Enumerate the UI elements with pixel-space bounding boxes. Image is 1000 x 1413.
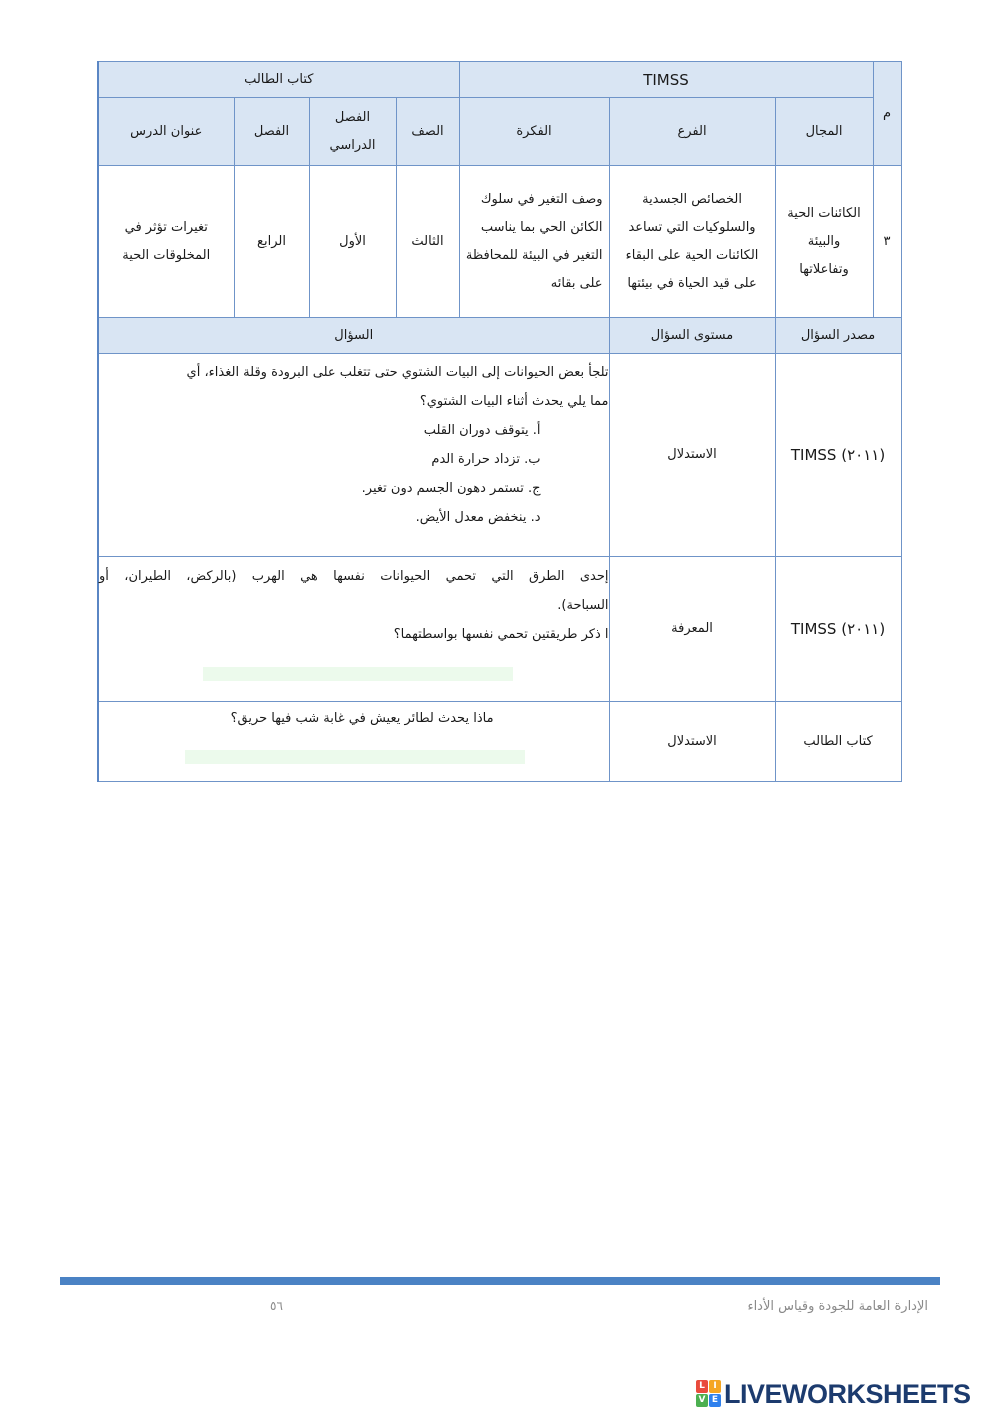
footer-org: الإدارة العامة للجودة وقياس الأداء bbox=[747, 1299, 928, 1314]
row-idea bbox=[459, 166, 609, 318]
header-semester bbox=[309, 98, 396, 166]
row-semester: الأول bbox=[309, 166, 396, 318]
liveworksheets-icon bbox=[696, 1380, 722, 1408]
row-lesson-title bbox=[98, 166, 234, 318]
q2-line-2: السباحة). bbox=[557, 598, 609, 613]
q3-source: كتاب الطالب bbox=[775, 702, 901, 782]
qheader-question: السؤال bbox=[98, 318, 609, 354]
q1-option-d: د. ينخفض معدل الأيض. bbox=[415, 510, 541, 525]
q2-text bbox=[99, 557, 609, 649]
q1-option-c: ج. تستمر دهون الجسم دون تغير. bbox=[361, 481, 541, 496]
q1-option-a: أ. يتوقف دوران القلب bbox=[423, 423, 541, 438]
q1-source: TIMSS (٢٠١١) bbox=[775, 354, 901, 557]
row-chapter: الرابع bbox=[234, 166, 309, 318]
q1-line-1: تلجأ بعض الحيوانات إلى البيات الشتوي حتى تتغلب على البرودة وقلة الغذاء، أي bbox=[186, 365, 609, 380]
row-m: ٣ bbox=[873, 166, 901, 318]
q3-text bbox=[99, 702, 609, 733]
q2-question bbox=[98, 557, 609, 702]
header-idea: الفكرة bbox=[459, 98, 609, 166]
header-domain: المجال bbox=[775, 98, 873, 166]
header-chapter: الفصل bbox=[234, 98, 309, 166]
q2-line-3: ا ذكر طريقتين تحمي نفسها بواسطتهما؟ bbox=[393, 627, 609, 642]
curriculum-table bbox=[97, 61, 902, 782]
q1-line-2: مما يلي يحدث أثناء البيات الشتوي؟ bbox=[419, 394, 609, 409]
row-lesson-title-text: تغيرات تؤثر في المخلوقات الحية bbox=[122, 219, 211, 263]
page-number: ٥٦ bbox=[270, 1299, 283, 1313]
logo-letter-v: V bbox=[696, 1394, 708, 1407]
row-domain bbox=[775, 166, 873, 318]
header-student-book: كتاب الطالب bbox=[98, 62, 459, 98]
row-branch-text: الخصائص الجسدية والسلوكيات التي تساعد الكائنات الحية على البقاء على قيد الحياة في بيئتها bbox=[625, 191, 759, 291]
q1-level: الاستدلال bbox=[609, 354, 775, 557]
q2-answer-field[interactable] bbox=[203, 667, 513, 681]
qheader-level: مستوى السؤال bbox=[609, 318, 775, 354]
q3-level: الاستدلال bbox=[609, 702, 775, 782]
row-domain-text: الكائنات الحية والبيئة وتفاعلاتها bbox=[787, 205, 861, 277]
header-lesson-title: عنوان الدرس bbox=[98, 98, 234, 166]
logo-letter-i: I bbox=[709, 1380, 721, 1393]
header-timss: TIMSS bbox=[459, 62, 873, 98]
row-grade: الثالث bbox=[396, 166, 459, 318]
q3-answer-field[interactable] bbox=[185, 750, 525, 764]
q2-level: المعرفة bbox=[609, 557, 775, 702]
header-branch: الفرع bbox=[609, 98, 775, 166]
footer-bar bbox=[60, 1277, 940, 1285]
q1-text bbox=[99, 354, 609, 532]
q2-line-1: إحدى الطرق التي تحمي الحيوانات نفسها هي الهرب (بالركض، الطيران، أو bbox=[99, 569, 609, 584]
qheader-source: مصدر السؤال bbox=[775, 318, 901, 354]
q1-option-b: ب. تزداد حرارة الدم bbox=[431, 452, 541, 467]
q1-question bbox=[98, 354, 609, 557]
logo-letter-l: L bbox=[696, 1380, 708, 1393]
logo-letter-e: E bbox=[709, 1394, 721, 1407]
liveworksheets-wordmark: LIVEWORKSHEETS bbox=[724, 1378, 971, 1409]
q3-question bbox=[98, 702, 609, 782]
q3-line-1: ماذا يحدث لطائر يعيش في غابة شب فيها حريق؟ bbox=[230, 711, 494, 726]
liveworksheets-logo bbox=[696, 1378, 971, 1410]
header-m: م bbox=[873, 62, 901, 166]
q2-source: TIMSS (٢٠١١) bbox=[775, 557, 901, 702]
row-idea-text: وصف التغير في سلوك الكائن الحي بما يناسب التغير في البيئة للمحافظة على بقائه bbox=[465, 191, 603, 291]
header-grade: الصف bbox=[396, 98, 459, 166]
row-branch bbox=[609, 166, 775, 318]
header-semester-label: الفصل الدراسي bbox=[329, 109, 376, 153]
